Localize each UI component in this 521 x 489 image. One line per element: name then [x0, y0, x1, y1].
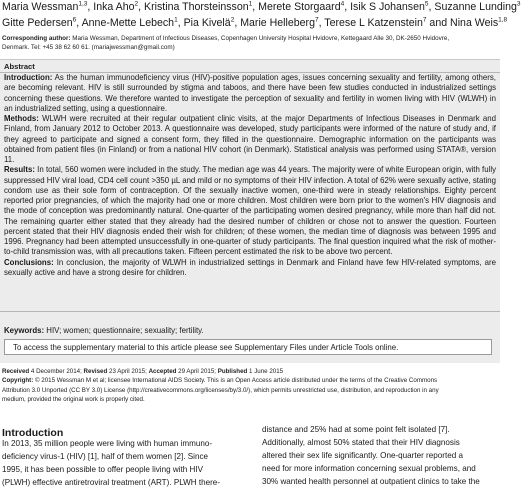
affiliation-sup: 1,8: [498, 15, 508, 23]
text-line: distance and 25% had at some point felt isolated [7].: [262, 425, 450, 434]
section-text: WLWH were recruited at their regular outpatient clinic visits, at the major Departments of Infectious Diseases in Denmark and Finland, from January 2012 to October 2013. A questionnaire was developed, study participants were informed of the nature of study and, if they agreed to participate and signed a consent form, they filled in the questionnaire. Demographic information on the participants was obtained from patient files (in Finland) or from a national HIV cohort (in Denmark). Statistical analysis was performed using STATA®, version 11.: [4, 114, 496, 164]
introduction-right-column: [262, 423, 498, 488]
section-text: As the human immunodeficiency virus (HIV)-positive population ages, issues concerning sexuality and fertility, among others, are becoming relevant. HIV is still surrounded by stigma and taboos, and there have been few studies conducted in industrialized settings concerning these questions. We therefore wanted to investigate the perception of sexuality and fertility in women living with HIV (WLWH) in an industrialized setting, using a questionnaire.: [4, 73, 496, 113]
abstract-methods: [4, 114, 496, 165]
author-line-2: [2, 15, 508, 32]
text-line: In 2013, 35 million people were living with human immuno-: [2, 439, 213, 448]
affiliation-sup: 5: [424, 0, 429, 8]
author-name: , Anne-Mette Lebech: [76, 16, 175, 29]
author-name: Gitte Pedersen: [2, 16, 73, 29]
text-line: need for more information concerning sexual problems, and: [262, 464, 476, 473]
corresponding-label: Corresponding author:: [2, 35, 71, 42]
text-line: 1995, it has been possible to offer people living with HIV: [2, 465, 203, 474]
abstract-results: [4, 165, 496, 257]
text-line: deficiency virus-1 (HIV) [1], half of them women [2]. Since: [2, 452, 209, 461]
introduction-heading: Introduction: [2, 427, 64, 439]
corresponding-contact: Denmark. Tel: +45 38 62 60 61. (mariajwessman@gmail.com): [2, 44, 175, 51]
section-label: Results:: [4, 165, 35, 175]
author-name: , Isik S Johansen: [344, 1, 425, 13]
text-line: altered their sex life significantly. One-quarter reported a: [262, 451, 463, 460]
affiliation-sup: 1: [174, 15, 178, 23]
published-date: 1 June 2015: [247, 368, 284, 375]
copyright-text: © 2015 Wessman M et al; licensee International AIDS Society. This is an Open Access article distributed under the terms of the Creative Commons: [33, 377, 438, 385]
corresponding-address: Maria Wessman, Department of Infectious Diseases, Copenhagen University Hospital Hvidovre, Kettegaard Alle 30, DK-2650 Hvidovre,: [70, 35, 450, 42]
author-name: and Nina Weis: [426, 16, 499, 29]
affiliation-sup: 7: [422, 15, 427, 23]
affiliation-sup: 3: [516, 0, 521, 8]
affiliation-sup: 7: [314, 15, 319, 23]
affiliation-sup: 4: [340, 0, 345, 8]
abstract-introduction: [4, 73, 496, 114]
author-list: [2, 0, 521, 31]
introduction-left-column: [2, 437, 238, 489]
text-line: 30% wanted health personnel at outpatient clinics to take the: [262, 477, 480, 486]
affiliation-sup: 2: [230, 15, 235, 23]
author-name: , Kristina Thorsteinsson: [138, 1, 249, 13]
keywords: [4, 326, 204, 336]
section-text: In total, 560 women were included in the study. The median age was 44 years. The majority were of white European origin, with fully suppressed HIV viral load, CD4 cell count >350 µL and mild or no symptoms of their HIV infection. A total of 62% were sexually active, stating condom use as their sole form of contraception. Of the sexually inactive women, one-third were in steady relationships. Eighty percent reported prior pregnancies, of which the majority had one or more children. Most children were born prior to the women's HIV diagnosis and the mode of conception was predominantly natural. One-quarter of the participating women desired pregnancy, while more than half did not. The remaining quarter either stated that they already had the desired number of children or chose not to answer the question. Fourteen percent stated that their HIV diagnosis ended their wish for children; of these women, the median time of diagnosis was between 1995 and 1996. Pregnancy had been attempted unsuccessfully in one-quarter of study participants. The final question inquired what the risk of mother-to-child transmission was, with all precautions taken. Fifteen percent estimated the risk to be above two percent.: [4, 165, 496, 257]
author-name: , Marie Helleberg: [234, 16, 315, 29]
affiliation-sup: 1: [248, 0, 253, 8]
author-name: , Terese L Katzenstein: [318, 16, 423, 29]
accepted-label: Accepted: [148, 368, 177, 375]
text-line: (PLWH) effective antiretroviral treatment (ART). PLWH there-: [2, 478, 220, 487]
abstract-heading: Abstract: [4, 62, 35, 71]
affiliation-sup: 1,3: [78, 0, 88, 8]
affiliation-sup: 6: [72, 15, 77, 23]
section-text: In conclusion, the majority of WLWH in industrialized settings in Denmark and Finland have few HIV-related symptoms, are sexually active and have a strong desire for children.: [4, 257, 496, 277]
article-history: [2, 367, 498, 405]
received-date: 4 December 2014;: [29, 368, 82, 375]
revised-date: 23 April 2015;: [107, 368, 147, 375]
abstract-body: [4, 73, 496, 278]
author-name: , Inka Aho: [87, 1, 135, 13]
received-label: Received: [2, 368, 30, 375]
keywords-label: Keywords:: [4, 326, 45, 335]
divider: [0, 311, 500, 312]
keywords-text: HIV; women; questionnaire; sexuality; fertility.: [44, 326, 204, 335]
author-name: Maria Wessman: [2, 1, 79, 13]
corresponding-author: [2, 34, 498, 52]
author-line-1: [2, 0, 521, 16]
abstract-conclusions: [4, 258, 496, 279]
author-name: , Pia Kivelä: [177, 16, 231, 29]
section-label: Methods:: [4, 114, 39, 123]
copyright-text: Attribution 3.0 Unported (CC BY 3.0) License (http://creativecommons.org/licenses/by/3.0/), which permits unrestricted use, distribution, and reproduction in any: [2, 386, 439, 394]
revised-label: Revised: [83, 368, 108, 375]
section-label: Conclusions:: [4, 257, 54, 267]
accepted-date: 29 April 2015;: [176, 368, 216, 375]
author-name: , Merete Storgaard: [252, 1, 341, 13]
copyright-label: Copyright:: [2, 377, 34, 385]
section-label: Introduction:: [4, 73, 53, 82]
supplementary-notice: To access the supplementary material to this article please see Supplementary Files under Article Tools online.: [4, 339, 492, 355]
abstract-box: [0, 59, 500, 363]
copyright-text: medium, provided the original work is properly cited.: [2, 396, 145, 404]
text-line: Additionally, almost 50% stated that their HIV diagnosis: [262, 438, 460, 447]
published-label: Published: [217, 368, 248, 375]
author-name: , Suzanne Lunding: [428, 1, 517, 13]
affiliation-sup: 2: [134, 0, 139, 8]
